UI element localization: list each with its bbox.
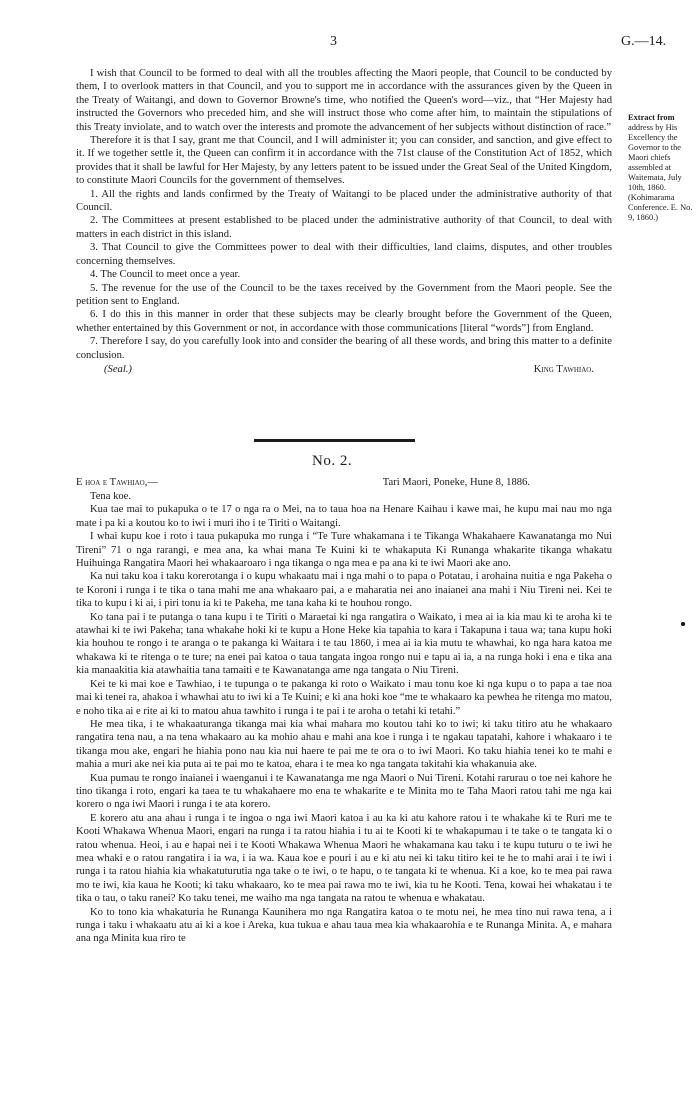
paragraph: 1. All the rights and lands confirmed by the Treaty of Waitangi to be placed under the administrative authority of that Council. [76,188,612,214]
signature: King Tawhiao. [533,363,594,375]
margin-note-text: address by His Excellency the Governor to the Maori chiefs assembled at Waitemata, July 10th, 1860. (Kohimarama Conference. E. No. 9, 1860.) [628,123,693,222]
paragraph: Ko to tono kia whakaturia he Runanga Kaunihera mo nga Rangatira katoa o te motu nei, he mea tino nui rawa tena, a i runga i taku i whakaatu atu ai ki a koe i Areka, kua tukua e ahau taua mea kia whakaarohia e te Runanga Minita. A, e mahara ana nga Minita kua riro te [76,906,612,945]
section-divider [254,439,415,442]
paragraph: 2. The Committees at present established to be placed under the administrative authority of that Council, to deal with matters in each district in this island. [76,215,612,240]
margin-note [628,113,694,223]
print-speck [681,622,685,626]
paragraph: Ko tana pai i te putanga o tana kupu i te Tiriti o Maraetai ki nga rangatira o Waikato, i mea ai ia kia mau ki te aroha ki te atawhai ki te iwi Pakeha; tana whakahe hoki ki te kupu a Hone Heke kia tapahia to kara i Takapuna i taua wa; tana kupu hoki kia houhou te rongo i te aranga o te pakanga ki Waitara i te tau 1860, i mea ai ia kia mutu te whawhai, ko nga hara katoa me whakawa ki te ritenga o te ture; na enei pai katoa o taua tangata ingoa rongo nui e tapu ai ia, a na runga hoki i ena e tika ana kia manaakitia kia atawhaitia tana tamaiti e te Kawanatanga ame nga tangata o Niu Tireni. [76,611,612,677]
paragraph: Kei te ki mai koe e Tawhiao, i te tupunga o te pakanga ki roto o Waikato i mau tonu koe ki nga kupu o to papa a tae noa mai ki tenei ra, ahakoa i whawhai atu to iwi ki a Te Kuini; e ki ana hoki koe “me te whakaaro ka pewhea he ritenga mo matou, e noho tika ai e rite ai ki to matou ahua tawhito i runga i te pai i te aroha o tetahi ki tetahi.” [76,678,612,717]
section-heading: No. 2. [312,453,353,469]
salutation: E hoa e Tawhiao,— [76,477,158,488]
letter-body [76,490,612,946]
signature-row [76,363,612,376]
paragraph: 3. That Council to give the Committees power to deal with their difficulties, land claims, disputes, and other troubles concerning themselves. [76,242,612,267]
greeting: Tena koe. [90,491,132,502]
paragraph: I wish that Council to be formed to deal with all the troubles affecting the Maori people, that Council to be conducted by them, I to overlook matters in that Council, and you to support me in accordance with the assurances given by the Queen in the Treaty of Waitangi, and down to Governor Browne's time, who notified the Queen's word—viz., that “Her Majesty had instructed the Governors who preceded him, and she will instruct those who come after him, to maintain the stipulations of this Treaty inviolate, and to watch over the interests and promote the advancement of her subjects without distinction of race.” [76,68,612,133]
salutation-row [76,476,612,489]
petition-body [76,67,612,376]
paragraph: I whai kupu koe i roto i taua pukapuka mo runga i “Te Ture whakamana i te Tikanga Whakahaere Kawanatanga mo Nui Tireni” 71 o nga rarangi, e mea ana, ka whai mana Te Kuini ki te whakaputa Ki Runanga whakarite tikanga whakatu Huihuinga Rangatira Maori hei whakaaroaro i nga tikanga o nga mea e pa ana ki te iwi Maori ake ano. [76,531,612,570]
paragraph: Therefore it is that I say, grant me that Council, and I will administer it; you can consider, and sanction, and give effect to it. If we together settle it, the Queen can confirm it in accordance with the 71st clause of the Constitution Act of 1852, which provides that it shall be lawful for Her Majesty, by any letters patent to be issued under the Great Seal of the United Kingdom, to constitute Maori Councils for the government of themselves. [76,135,612,187]
paragraph: E korero atu ana ahau i runga i te ingoa o nga iwi Maori katoa i au ka ki atu kahore ratou i te whakahe ki te Ruri me te Kooti Whakawa Whenua Maori, engari na runga i ta ratou hiahia i tu ai te Kooti ki te whakapumau i te take o te tangata ki o ratou whenua. Heoi, i au e hapai nei i te Kooti Whakawa Whenua Maori he whakamana kau taku i te kupu tuturu o te iwi he mea whaki e o ratou rangatira i ia wa, i ia wa. Kaua koe e pouri i au e ki atu nei ki taku titiro kei te he to mahi arai i te iwi i runga i ta ratou hiahia kia whakatuturutia nga take o te iwi, o te hapu, o te tangata ki te whenua. Ki a koe, ko te mea pai rawa mo te iwi, kia kaua he Kooti; ki taku whakaaro, ko te mea pai rawa mo te iwi, kia tu he Kooti. Tena, kowai hei whakatau i te tika o tau, o taku ranei? Ko taku tenei, me waiho ma nga tangata na ratou te whenua e whakatau. [76,812,612,905]
paragraph: He mea tika, i te whakaaturanga tikanga mai kia whai mahara mo koutou tahi ko to iwi; ki taku titiro atu he whakaaro rangatira tena nau, a na tena whakaaro au ka mohio ahau e mahi ana koe i runga i te ngakau tapatahi, kahore i whakaaro i te tikanga mou ake, engari he hiahia pono nau kia nui haere te pai me te ora o to iwi Maori. Ko taku hiahia tenei ko te mahi e mahia a muri ake nei kia puta ai te pai mo te katoa, ehara i te mea ko nga tangata takitahi kia whakanuia ake. [76,718,612,771]
page-number: 3 [330,34,337,49]
paragraph: 5. The revenue for the use of the Council to be the taxes received by the Government from the Maori people. See the petition sent to England. [76,282,612,307]
document-reference: G.—14. [621,34,667,49]
seal-mark: (Seal.) [104,363,132,375]
paragraph: 4. The Council to meet once a year. [90,269,241,281]
paragraph: Ka nui taku koa i taku korerotanga i o kupu whakaatu mai i nga mahi o to papa o Potatau, i arohaina nuitia e nga Pakeha o te Koroni i runga i te tika o tana mahi me ana whakaaro pai, a e maharatia nei ano inaianei ana mahi i Niu Tireni nei. Kei te tika to kupu i ki ai, i piri tonu ia ki te Pakeha, me tana kaha ki te houhou rongo. [76,571,612,610]
paragraph: Kua tae mai to pukapuka o te 17 o nga ra o Mei, na to taua hoa na Henare Kaihau i kawe mai, he kupu mai nau mo nga mate i pa ki a koutou ko to iwi i muri iho i te Tiriti o Waitangi. [76,504,612,529]
margin-note-title: Extract from [628,113,675,122]
paragraph: Kua pumau te rongo inaianei i waenganui i te Kawanatanga me nga Maori o Nui Tireni. Kotahi rarurau o toe nei kahore he tino tikanga i roto, engari ka taea te tu whakahaere mo ena te whakarite e te Minita mo te Taha Maori ratou tahi me nga kai korero o nga iwi Maori i runga i te ata korero. [76,772,612,811]
dateline: Tari Maori, Poneke, Hune 8, 1886. [382,477,530,488]
paragraph: 6. I do this in this manner in order that these subjects may be clearly brought before the Government of the Queen, whether entertained by this Government or not, in accordance with those communications [literal “words”] from England. [76,309,612,334]
paragraph: 7. Therefore I say, do you carefully look into and consider the bearing of all these words, and bring this matter to a definite conclusion. [76,336,612,361]
